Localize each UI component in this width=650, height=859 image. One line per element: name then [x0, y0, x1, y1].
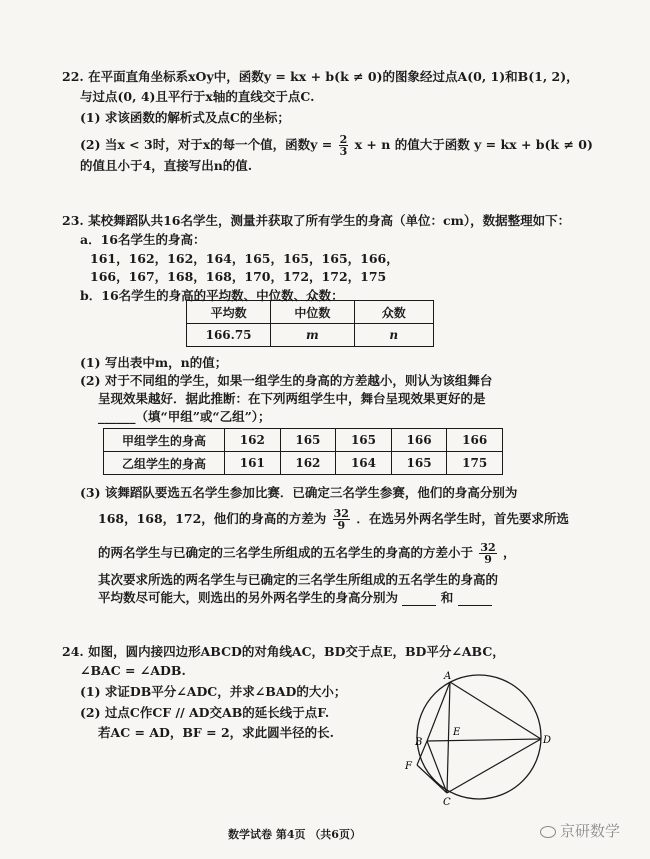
q24-line2: ∠BAC = ∠ADB. [80, 663, 186, 678]
q23-part2-line1: (2) 对于不同组的学生，如果一组学生的身高的方差越小，则认为该组舞台 [80, 373, 493, 388]
q23-b-title: b．16名学生的身高的平均数、中位数、众数： [80, 288, 344, 303]
group-cell: 165 [280, 429, 336, 452]
q22-line5: 的值且小于4，直接写出n的值. [80, 158, 253, 173]
q22-fraction-num: 2 [339, 133, 348, 146]
q23-part2-line3: ______（填“甲组”或“乙组”）； [98, 409, 271, 424]
q24-part2-cond: 若AC = AD，BF = 2，求此圆半径的长. [98, 725, 335, 740]
q23-part3-line5 [98, 590, 492, 606]
q23-variance-num-2: 32 [480, 541, 496, 554]
group-label: 乙组学生的身高 [104, 452, 225, 475]
q23-variance-fraction-2 [479, 542, 496, 565]
stats-value-mean: 166.75 [187, 324, 271, 347]
stats-header-median: 中位数 [271, 301, 354, 324]
group-cell: 162 [280, 452, 336, 475]
q23-part3-text-a: 168，168，172，他们的身高的方差为 [98, 511, 327, 526]
circumcircle [417, 675, 541, 799]
q24-part2: (2) 过点C作CF // AD交AB的延长线于点F. [80, 705, 330, 720]
q23-part3-line1: (3) 该舞蹈队要选五名学生参加比赛．已确定三名学生参赛，他们的身高分别为 [80, 485, 518, 500]
group-cell: 175 [447, 452, 503, 475]
q23-a-row1: 161，162，162，164，165，165，165，166， [90, 251, 399, 266]
q23-part3-line2 [98, 508, 569, 531]
segment-fc [417, 765, 447, 793]
groups-table [103, 428, 503, 475]
diagonal-ac [447, 682, 450, 793]
q22-fraction [339, 134, 349, 157]
q23-variance-den-2: 9 [484, 553, 492, 566]
page-footer: 数学试卷 第4页 （共6页） [228, 828, 361, 841]
q22-line2: 与过点(0, 4)且平行于x轴的直线交于点C. [80, 89, 315, 104]
group-cell: 165 [336, 429, 392, 452]
label-c: C [443, 797, 451, 805]
label-a: A [444, 671, 452, 682]
q23-part3-line4: 其次要求所选的两名学生与已确定的三名学生所组成的五名学生的身高的 [98, 572, 499, 587]
q23-line1: 23. 某校舞蹈队共16名学生，测量并获取了所有学生的身高（单位：cm），数据整理如下： [62, 213, 571, 228]
group-row-jia [104, 429, 503, 452]
q22-part2 [80, 134, 593, 157]
stats-value-mode: n [354, 324, 433, 347]
group-row-yi [104, 452, 503, 475]
q22-fraction-den: 3 [339, 145, 348, 158]
label-d: D [543, 735, 552, 746]
wechat-icon [540, 826, 556, 838]
circle-quadrilateral-figure [395, 665, 555, 805]
q24-line1: 24. 如图，圆内接四边形ABCD的对角线AC，BD交于点E，BD平分∠ABC， [62, 644, 505, 659]
stats-table [186, 300, 434, 347]
q22-part2-text-a: (2) 当x < 3时，对于x的每一个值，函数y = [80, 137, 333, 152]
group-cell: 166 [447, 429, 503, 452]
q23-part2-line2: 呈现效果越好．据此推断：在下列两组学生中，舞台呈现效果更好的是 [98, 391, 486, 406]
label-e: E [453, 727, 461, 738]
group-cell: 165 [391, 452, 447, 475]
q23-a-row2: 166，167，168，168，170，172，172，175 [90, 269, 387, 284]
q23-variance-num: 32 [333, 507, 349, 520]
group-label: 甲组学生的身高 [104, 429, 225, 452]
q23-and: 和 [440, 590, 454, 605]
q23-part3-text-b: ．在选另外两名学生时，首先要求所选 [356, 511, 569, 526]
q23-part3-line3-text: 的两名学生与已确定的三名学生所组成的五名学生的身高的方差小于 [98, 545, 474, 560]
q23-a-title: a．16名学生的身高： [80, 232, 206, 247]
label-f: F [405, 761, 412, 772]
stats-header-mode: 众数 [354, 301, 433, 324]
answer-blank-1[interactable] [402, 593, 436, 606]
q23-part3-line3-end: ， [503, 545, 516, 560]
label-b: B [415, 737, 423, 748]
segment-cd [447, 739, 541, 793]
q23-part1: (1) 写出表中m，n的值； [80, 355, 228, 370]
q22-line1: 22. 在平面直角坐标系xOy中，函数y = kx + b(k ≠ 0)的图象经过点A(0, 1)和B(1, 2)， [62, 69, 579, 84]
diagonal-bd [427, 739, 541, 741]
stats-value-median: m [271, 324, 354, 347]
watermark [540, 820, 620, 841]
q23-variance-den: 9 [337, 519, 346, 532]
q22-part1: (1) 求该函数的解析式及点C的坐标； [80, 110, 290, 125]
answer-blank-2[interactable] [458, 593, 492, 606]
group-cell: 166 [391, 429, 447, 452]
group-cell: 161 [225, 452, 281, 475]
q23-part3-line5-text: 平均数尽可能大，则选出的另外两名学生的身高分别为 [98, 590, 399, 605]
q22-part2-text-b: x + n 的值大于函数 y = kx + b(k ≠ 0) [354, 137, 593, 152]
q23-variance-fraction [333, 508, 350, 531]
segment-ad [450, 682, 541, 739]
group-cell: 162 [225, 429, 281, 452]
group-cell: 164 [336, 452, 392, 475]
watermark-text: 京研数学 [560, 822, 621, 840]
segment-bc [427, 741, 447, 793]
q24-part1: (1) 求证DB平分∠ADC，并求∠BAD的大小； [80, 684, 347, 699]
q23-part3-line3 [98, 542, 516, 565]
stats-header-mean: 平均数 [187, 301, 271, 324]
